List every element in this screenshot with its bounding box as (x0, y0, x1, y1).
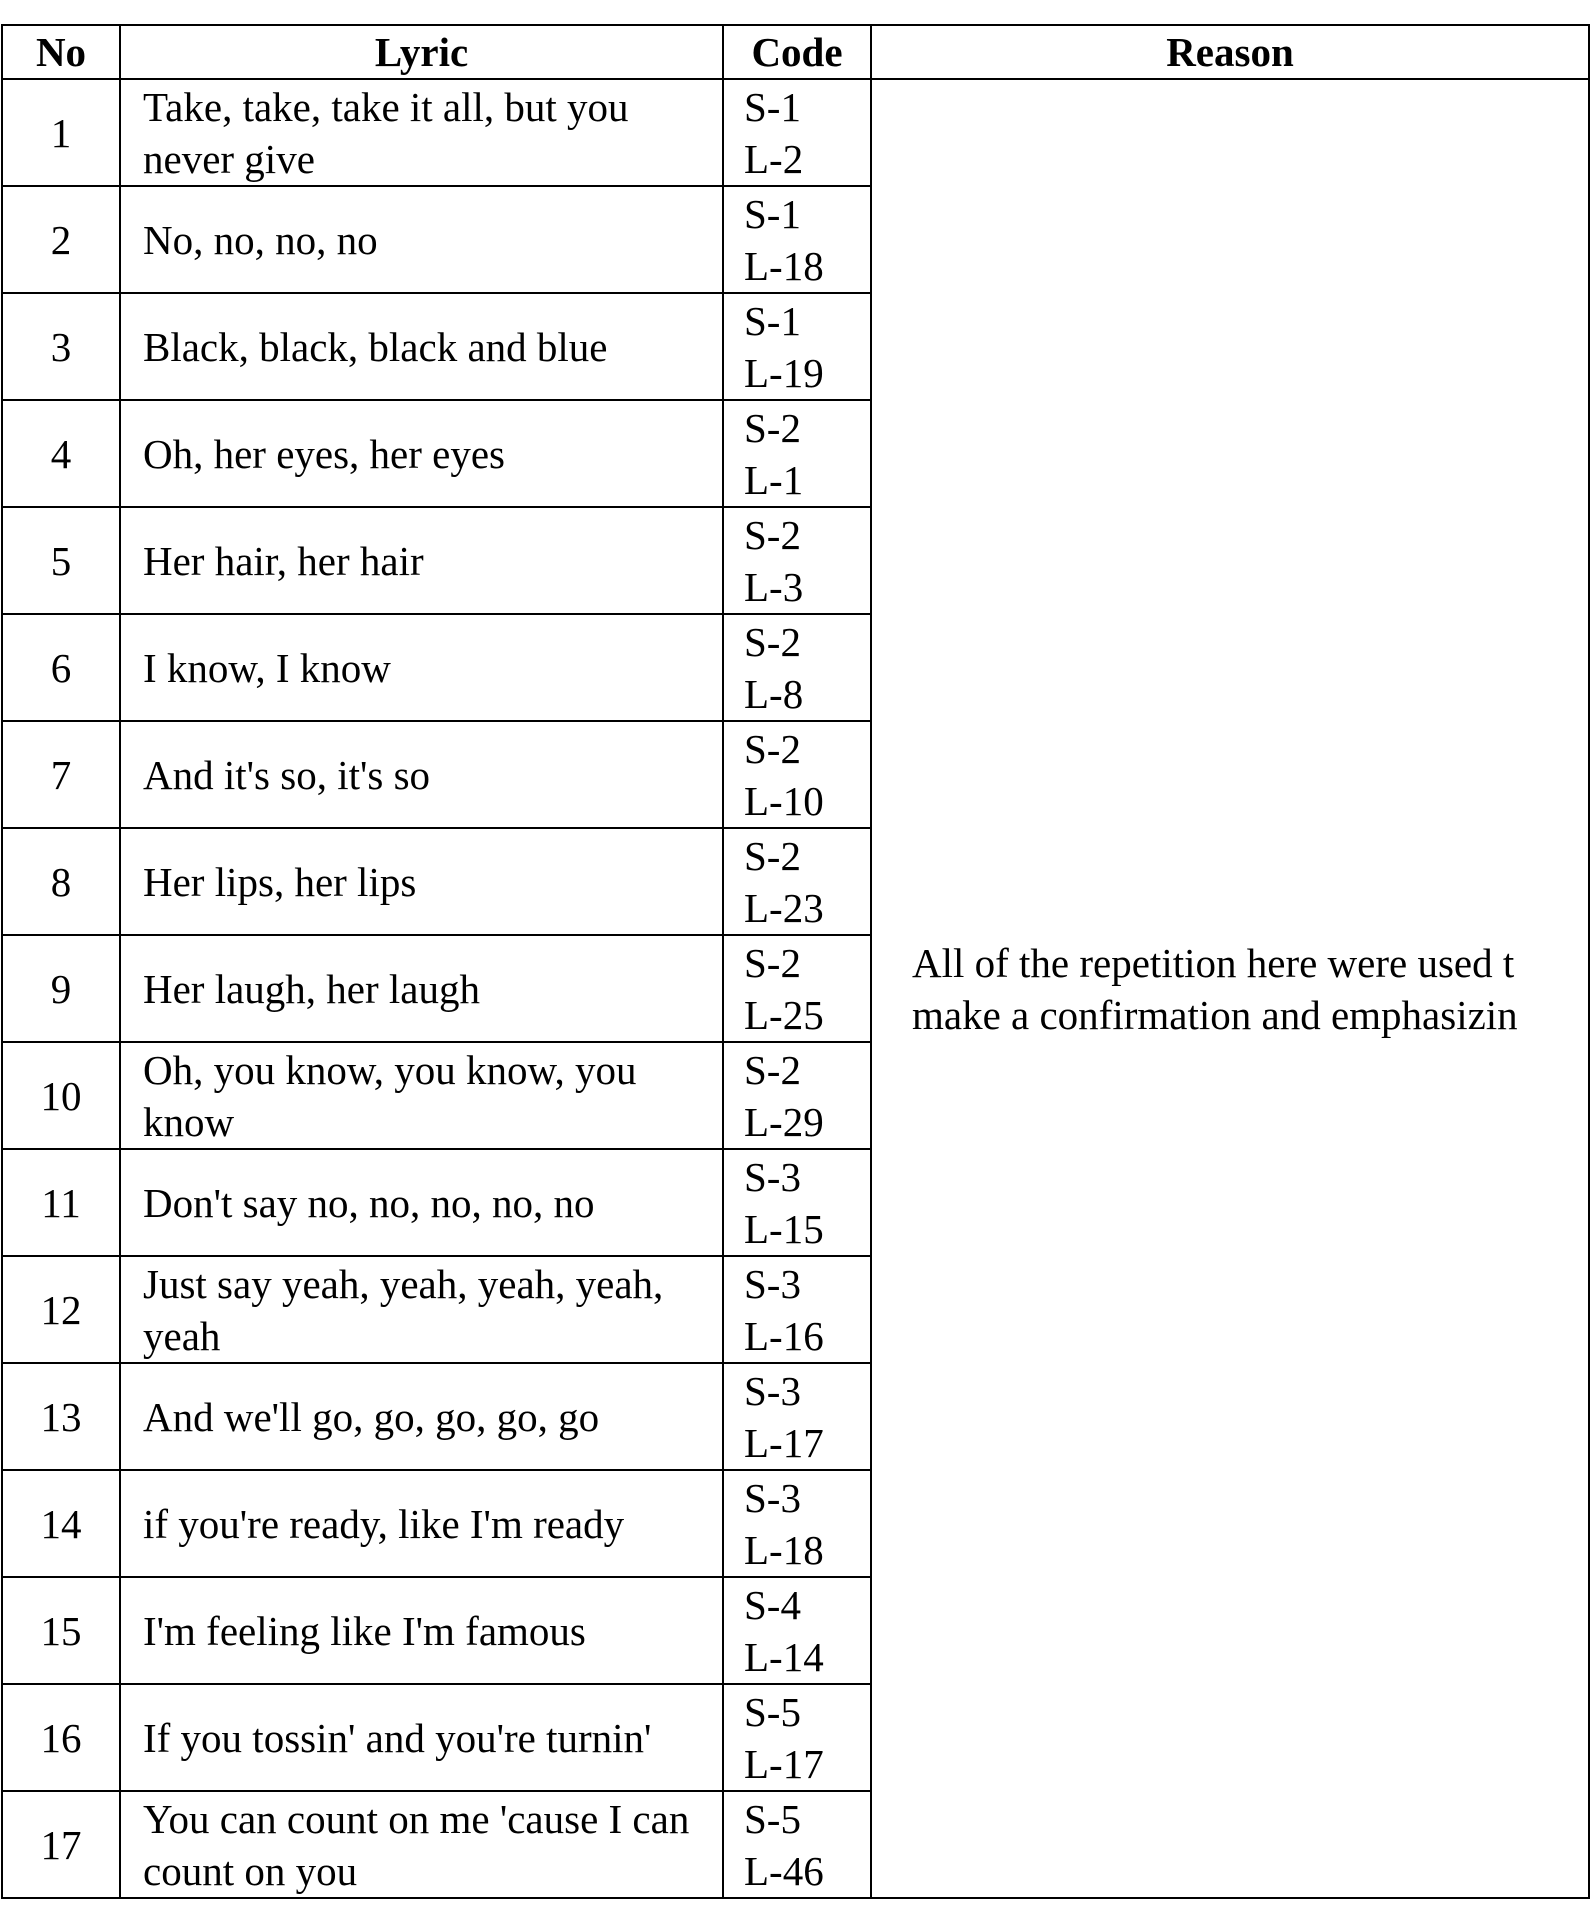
stanza-code: S-1 (744, 83, 801, 130)
line-code: L-19 (744, 349, 824, 396)
stanza-code: S-5 (744, 1795, 801, 1842)
row-number: 8 (2, 828, 120, 935)
stanza-code: S-2 (744, 939, 801, 986)
line-code: L-16 (744, 1312, 824, 1359)
stanza-code: S-2 (744, 1046, 801, 1093)
lyric-cell: Just say yeah, yeah, yeah, yeah, yeah (120, 1256, 723, 1363)
row-number: 5 (2, 507, 120, 614)
row-number: 16 (2, 1684, 120, 1791)
line-code: L-17 (744, 1740, 824, 1787)
row-number: 4 (2, 400, 120, 507)
lyric-cell: Her hair, her hair (120, 507, 723, 614)
code-cell (723, 828, 871, 935)
line-code: L-25 (744, 991, 824, 1038)
stanza-code: S-2 (744, 511, 801, 558)
stanza-code: S-5 (744, 1688, 801, 1735)
lyric-cell: Oh, her eyes, her eyes (120, 400, 723, 507)
lyric-cell: Oh, you know, you know, you know (120, 1042, 723, 1149)
lyric-cell: I'm feeling like I'm famous (120, 1577, 723, 1684)
line-code: L-2 (744, 135, 804, 182)
row-number: 17 (2, 1791, 120, 1898)
code-cell (723, 186, 871, 293)
repetition-table (1, 24, 1590, 1899)
code-cell (723, 1256, 871, 1363)
lyric-cell: And we'll go, go, go, go, go (120, 1363, 723, 1470)
lyric-cell: No, no, no, no (120, 186, 723, 293)
lyric-cell: Black, black, black and blue (120, 293, 723, 400)
stanza-code: S-2 (744, 618, 801, 665)
line-code: L-15 (744, 1205, 824, 1252)
lyric-cell: And it's so, it's so (120, 721, 723, 828)
reason-line-2: make a confirmation and emphasizin (912, 991, 1518, 1038)
stanza-code: S-3 (744, 1367, 801, 1414)
line-code: L-18 (744, 242, 824, 289)
code-cell (723, 1470, 871, 1577)
row-number: 15 (2, 1577, 120, 1684)
line-code: L-14 (744, 1633, 824, 1680)
stanza-code: S-2 (744, 725, 801, 772)
stanza-code: S-3 (744, 1260, 801, 1307)
stanza-code: S-3 (744, 1474, 801, 1521)
line-code: L-1 (744, 456, 804, 503)
reason-line-1: All of the repetition here were used t (912, 939, 1515, 986)
row-number: 13 (2, 1363, 120, 1470)
code-cell (723, 935, 871, 1042)
lyric-cell: I know, I know (120, 614, 723, 721)
lyric-cell: Don't say no, no, no, no, no (120, 1149, 723, 1256)
code-cell (723, 400, 871, 507)
lyric-cell: If you tossin' and you're turnin' (120, 1684, 723, 1791)
code-cell (723, 1684, 871, 1791)
code-cell (723, 79, 871, 186)
line-code: L-23 (744, 884, 824, 931)
code-cell (723, 1791, 871, 1898)
code-cell (723, 1363, 871, 1470)
row-number: 6 (2, 614, 120, 721)
row-number: 10 (2, 1042, 120, 1149)
header-row (2, 25, 1589, 79)
code-cell (723, 614, 871, 721)
row-number: 12 (2, 1256, 120, 1363)
lyric-cell: Take, take, take it all, but you never give (120, 79, 723, 186)
reason-cell (871, 79, 1589, 1898)
stanza-code: S-2 (744, 832, 801, 879)
row-number: 14 (2, 1470, 120, 1577)
table-row (2, 79, 1589, 186)
code-cell (723, 1042, 871, 1149)
line-code: L-10 (744, 777, 824, 824)
code-cell (723, 1149, 871, 1256)
row-number: 11 (2, 1149, 120, 1256)
stanza-code: S-1 (744, 297, 801, 344)
row-number: 2 (2, 186, 120, 293)
stanza-code: S-2 (744, 404, 801, 451)
code-cell (723, 293, 871, 400)
line-code: L-29 (744, 1098, 824, 1145)
line-code: L-8 (744, 670, 804, 717)
header-code: Code (723, 25, 871, 79)
stanza-code: S-4 (744, 1581, 801, 1628)
line-code: L-18 (744, 1526, 824, 1573)
row-number: 7 (2, 721, 120, 828)
lyric-cell: Her laugh, her laugh (120, 935, 723, 1042)
row-number: 1 (2, 79, 120, 186)
row-number: 9 (2, 935, 120, 1042)
line-code: L-46 (744, 1847, 824, 1894)
stanza-code: S-3 (744, 1153, 801, 1200)
line-code: L-17 (744, 1419, 824, 1466)
code-cell (723, 1577, 871, 1684)
header-reason: Reason (871, 25, 1589, 79)
header-lyric: Lyric (120, 25, 723, 79)
line-code: L-3 (744, 563, 804, 610)
header-no: No (2, 25, 120, 79)
lyric-cell: You can count on me 'cause I can count on you (120, 1791, 723, 1898)
code-cell (723, 507, 871, 614)
lyric-cell: Her lips, her lips (120, 828, 723, 935)
stanza-code: S-1 (744, 190, 801, 237)
code-cell (723, 721, 871, 828)
row-number: 3 (2, 293, 120, 400)
lyric-cell: if you're ready, like I'm ready (120, 1470, 723, 1577)
